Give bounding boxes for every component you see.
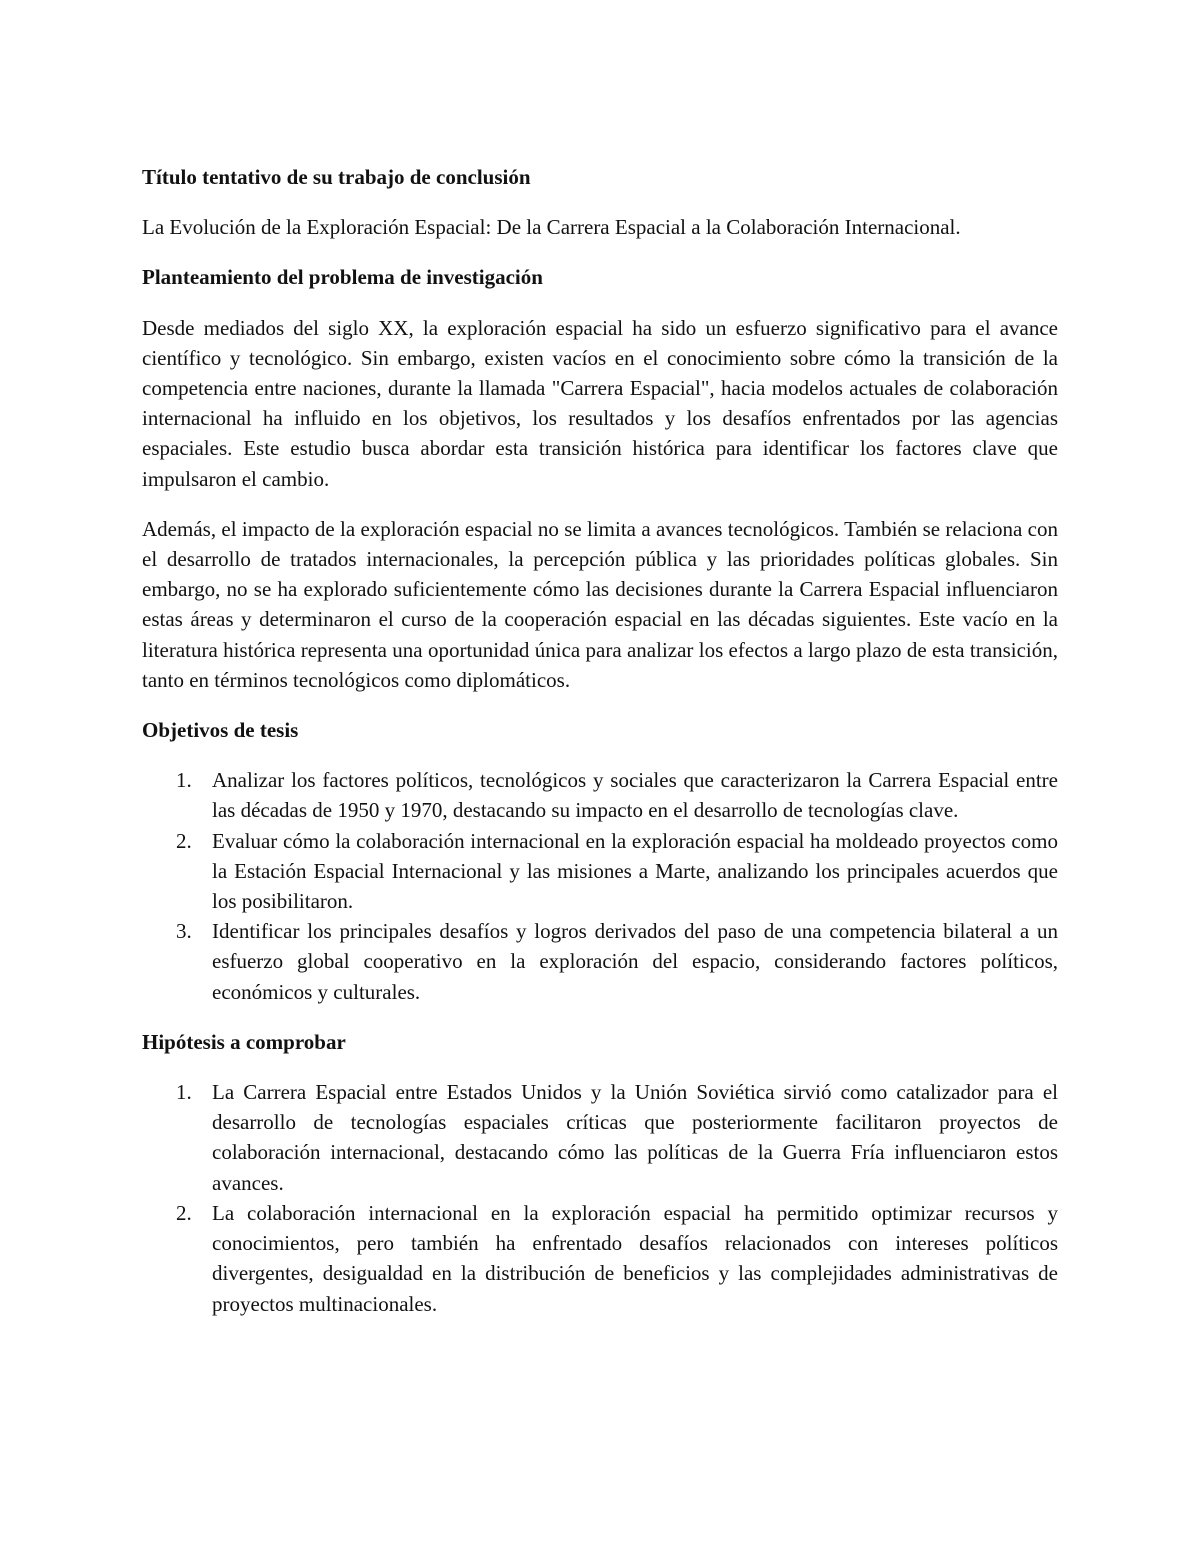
thesis-title: La Evolución de la Exploración Espacial: De la Carrera Espacial a la Colaboración Internacional.: [142, 215, 961, 240]
objectives-list: [142, 765, 1058, 1007]
hypothesis-text: La Carrera Espacial entre Estados Unidos y la Unión Soviética sirvió como catalizador para el desarrollo de tecnologías espaciales críticas que posteriormente facilitaron proyectos de colaboración internacional, destacando cómo las políticas de la Guerra Fría influenciaron estos avances.: [212, 1080, 1058, 1195]
hypotheses-list: [142, 1077, 1058, 1319]
objective-number: 1.: [176, 768, 192, 793]
hypothesis-heading: Hipótesis a comprobar: [142, 1029, 346, 1054]
objective-item: [142, 826, 1058, 917]
objective-item: [142, 916, 1058, 1007]
objective-text: Analizar los factores políticos, tecnológicos y sociales que caracterizaron la Carrera Espacial entre las décadas de 1950 y 1970, destacando su impacto en el desarrollo de tecnologías clave.: [212, 768, 1058, 823]
problem-paragraph-2: Además, el impacto de la exploración espacial no se limita a avances tecnológicos. También se relaciona con el desarrollo de tratados internacionales, la percepción pública y las prioridades políticas globales. Sin embargo, no se ha explorado suficientemente cómo las decisiones durante la Carrera Espacial influenciaron estas áreas y determinaron el curso de la cooperación espacial en las décadas siguientes. Este vacío en la literatura histórica representa una oportunidad única para analizar los efectos a largo plazo de esta transición, tanto en términos tecnológicos como diplomáticos.: [142, 516, 1058, 692]
problem-paragraph-1: Desde mediados del siglo XX, la exploración espacial ha sido un esfuerzo significativo para el avance científico y tecnológico. Sin embargo, existen vacíos en el conocimiento sobre cómo la transición de la competencia entre naciones, durante la llamada "Carrera Espacial", hacia modelos actuales de colaboración internacional ha influido en los objetivos, los resultados y los desafíos enfrentados por las agencias espaciales. Este estudio busca abordar esta transición histórica para identificar los factores clave que impulsaron el cambio.: [142, 315, 1058, 491]
objective-text: Identificar los principales desafíos y logros derivados del paso de una competencia bilateral a un esfuerzo global cooperativo en la exploración del espacio, considerando factores políticos, económicos y culturales.: [212, 919, 1058, 1004]
objectives-heading: Objetivos de tesis: [142, 718, 299, 743]
hypothesis-number: 1.: [176, 1080, 192, 1105]
objective-number: 3.: [176, 919, 192, 944]
document-body: [142, 162, 1058, 1339]
objective-item: [142, 765, 1058, 825]
hypothesis-item: [142, 1077, 1058, 1198]
objective-text: Evaluar cómo la colaboración internacional en la exploración espacial ha moldeado proyectos como la Estación Espacial Internacional y las misiones a Marte, analizando los principales acuerdos que los posibilitaron.: [212, 828, 1058, 914]
hypothesis-text: La colaboración internacional en la exploración espacial ha permitido optimizar recursos y conocimientos, pero también ha enfrentado desafíos relacionados con intereses políticos divergentes, desigualdad en la distribución de beneficios y las complejidades administrativas de proyectos multinacionales.: [212, 1200, 1058, 1316]
hypothesis-number: 2.: [176, 1200, 192, 1225]
problem-heading: Planteamiento del problema de investigación: [142, 265, 543, 290]
objective-number: 2.: [176, 828, 192, 853]
title-heading: Título tentativo de su trabajo de conclusión: [142, 165, 531, 189]
hypothesis-item: [142, 1198, 1058, 1319]
